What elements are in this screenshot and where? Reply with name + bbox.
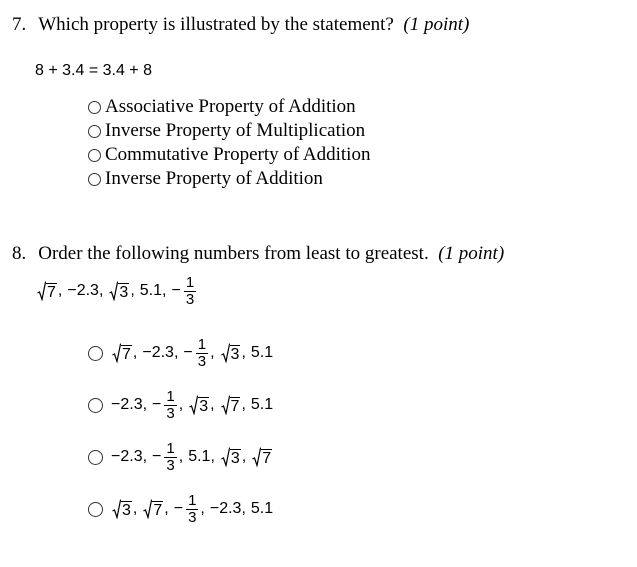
radical-sign-icon <box>221 447 230 467</box>
comma: , <box>178 448 184 465</box>
fraction <box>196 337 208 370</box>
fraction-denominator: 3 <box>185 290 195 308</box>
fraction <box>164 389 176 422</box>
q7-option-4[interactable] <box>88 167 370 191</box>
comma: , <box>132 344 138 361</box>
sqrt-3 <box>221 447 241 467</box>
radicand: 3 <box>122 502 131 519</box>
comma: , <box>162 282 167 299</box>
number-5-1: 5.1 <box>250 344 274 361</box>
option-label: Commutative Property of Addition <box>105 144 371 165</box>
number-negative-2-3: −2.3 <box>111 448 143 465</box>
q8-option-1[interactable] <box>88 328 273 378</box>
question-7-prompt <box>12 14 469 36</box>
number-negative-2-3: −2.3 <box>67 282 99 299</box>
fraction-numerator: 1 <box>197 335 207 353</box>
sqrt-3 <box>109 281 129 301</box>
radicand: 3 <box>119 284 129 301</box>
question-points: (1 point) <box>438 243 505 264</box>
radical-sign-icon <box>109 281 118 301</box>
comma: , <box>241 448 247 465</box>
radical-sign-icon <box>112 343 121 363</box>
q8-option-2[interactable] <box>88 380 273 430</box>
fraction-denominator: 3 <box>166 456 175 474</box>
question-number: 8. <box>12 243 27 264</box>
radical-sign-icon <box>221 343 230 363</box>
fraction-numerator: 1 <box>166 387 175 405</box>
number-negative-2-3: −2.3 <box>209 500 242 517</box>
fraction <box>164 441 176 474</box>
fraction-numerator: 1 <box>185 273 195 291</box>
radical-sign-icon <box>189 395 198 415</box>
negative-one-third <box>171 275 198 308</box>
radio-button[interactable] <box>88 149 101 162</box>
radio-button[interactable] <box>88 346 103 361</box>
number-5-1: 5.1 <box>250 500 274 517</box>
radical-sign-icon <box>221 395 230 415</box>
sqrt-7 <box>37 281 57 301</box>
minus-sign: − <box>152 396 162 413</box>
comma: , <box>200 500 205 517</box>
radio-button[interactable] <box>88 450 103 465</box>
fraction-denominator: 3 <box>197 352 207 370</box>
comma: , <box>98 282 104 299</box>
q8-option-3[interactable] <box>88 432 273 482</box>
negative-one-third <box>183 337 210 370</box>
radio-button[interactable] <box>88 173 101 186</box>
comma: , <box>132 500 138 517</box>
fraction-numerator: 1 <box>166 439 175 457</box>
sqrt-7 <box>112 343 132 363</box>
comma: , <box>210 448 215 465</box>
q7-option-1[interactable] <box>88 95 370 119</box>
radicand: 7 <box>47 284 56 301</box>
radio-button[interactable] <box>88 398 103 413</box>
radio-button[interactable] <box>88 502 103 517</box>
sqrt-7 <box>221 395 241 415</box>
sqrt-3 <box>112 499 132 519</box>
comma: , <box>173 344 179 361</box>
comma: , <box>130 282 135 299</box>
radio-button[interactable] <box>88 125 101 138</box>
question-8-numbers <box>36 266 198 316</box>
sqrt-7 <box>252 447 272 467</box>
radical-sign-icon <box>143 499 152 519</box>
negative-one-third <box>152 441 179 474</box>
radicand: 3 <box>199 398 209 415</box>
comma: , <box>57 282 63 299</box>
comma: , <box>178 396 184 413</box>
minus-sign: − <box>152 448 162 465</box>
fraction-denominator: 3 <box>166 404 175 422</box>
sqrt-7 <box>143 499 163 519</box>
comma: , <box>164 500 169 517</box>
comma: , <box>241 396 246 413</box>
question-points: (1 point) <box>403 14 470 35</box>
fraction-numerator: 1 <box>188 491 197 509</box>
comma: , <box>210 344 215 361</box>
question-text: Order the following numbers from least to greatest. <box>38 243 429 264</box>
radicand: 7 <box>262 450 272 467</box>
radio-button[interactable] <box>88 101 101 114</box>
comma: , <box>210 396 215 413</box>
option-label: Inverse Property of Addition <box>105 168 323 189</box>
minus-sign: − <box>173 500 184 517</box>
number-negative-2-3: −2.3 <box>111 396 143 413</box>
question-number: 7. <box>12 14 27 35</box>
option-label: Inverse Property of Multiplication <box>105 120 366 141</box>
option-label: Associative Property of Addition <box>105 96 356 117</box>
question-7-statement: 8 + 3.4 = 3.4 + 8 <box>35 62 152 79</box>
negative-one-third <box>152 389 179 422</box>
number-5-1: 5.1 <box>188 448 211 465</box>
minus-sign: − <box>171 282 181 299</box>
sqrt-3 <box>221 343 241 363</box>
number-5-1: 5.1 <box>250 396 274 413</box>
radical-sign-icon <box>37 281 46 301</box>
q7-option-3[interactable] <box>88 143 370 167</box>
question-8-prompt <box>12 243 504 265</box>
comma: , <box>241 344 246 361</box>
radical-sign-icon <box>252 447 261 467</box>
radicand: 3 <box>230 346 240 363</box>
sqrt-3 <box>189 395 209 415</box>
q7-option-2[interactable] <box>88 119 370 143</box>
number-negative-2-3: −2.3 <box>142 344 174 361</box>
radicand: 7 <box>230 398 240 415</box>
number-5-1: 5.1 <box>139 282 163 299</box>
fraction <box>184 275 196 308</box>
radicand: 7 <box>122 346 131 363</box>
fraction <box>186 493 198 526</box>
fraction-denominator: 3 <box>188 508 197 526</box>
question-7-options <box>88 95 370 191</box>
question-text: Which property is illustrated by the statement? <box>38 14 394 35</box>
minus-sign: − <box>183 344 193 361</box>
radical-sign-icon <box>112 499 121 519</box>
negative-one-third <box>174 493 201 526</box>
radicand: 3 <box>230 450 240 467</box>
comma: , <box>241 500 246 517</box>
comma: , <box>142 448 148 465</box>
radicand: 7 <box>153 502 163 519</box>
q8-option-4[interactable] <box>88 484 273 534</box>
comma: , <box>142 396 148 413</box>
